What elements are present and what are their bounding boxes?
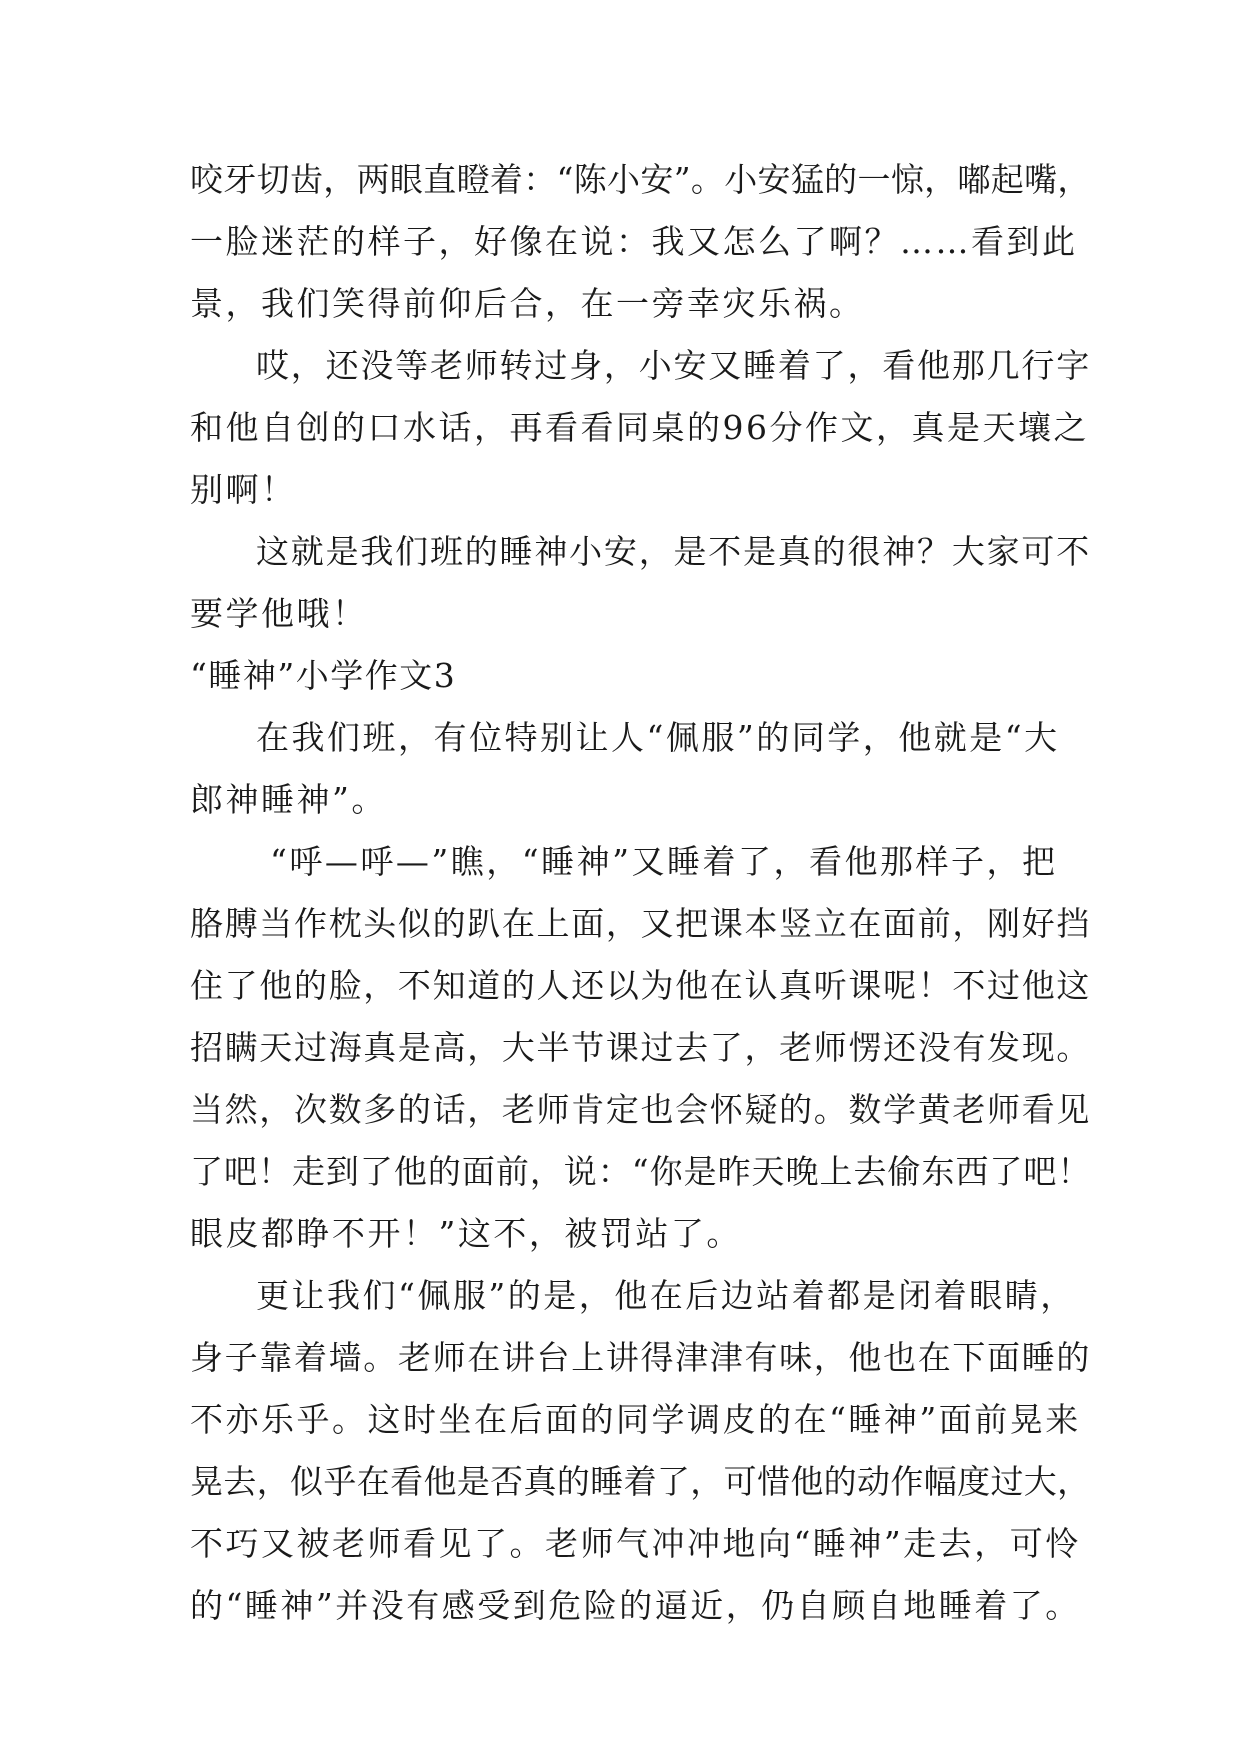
text-line: 这就是我们班的睡神小安，是不是真的很神？大家可不	[256, 532, 1091, 571]
text-line: 一脸迷茫的样子，好像在说：我又怎么了啊？……看到此	[190, 222, 1078, 261]
text-line: 招瞒天过海真是高，大半节课过去了，老师愣还没有发现。	[190, 1028, 1091, 1067]
text-line: 的“睡神”并没有感受到危险的逼近，仍自顾自地睡着了。	[190, 1586, 1081, 1625]
text-line: 哎，还没等老师转过身，小安又睡着了，看他那几行字	[256, 346, 1091, 385]
text-line: 了吧！走到了他的面前，说：“你是昨天晚上去偷东西了吧！	[190, 1152, 1092, 1191]
text-line: 胳膊当作枕头似的趴在上面，又把课本竖立在面前，刚好挡	[190, 904, 1091, 943]
text-line: 要学他哦！	[190, 594, 368, 633]
text-line: 咬牙切齿，两眼直瞪着：“陈小安”。小安猛的一惊，嘟起嘴，	[190, 160, 1091, 199]
text-line: 身子靠着墙。老师在讲台上讲得津津有味，他也在下面睡的	[190, 1338, 1091, 1377]
text-line: 眼皮都睁不开！”这不，被罚站了。	[190, 1214, 742, 1253]
text-line: 郎神睡神”。	[190, 780, 387, 819]
text-line: 当然，次数多的话，老师肯定也会怀疑的。数学黄老师看见	[190, 1090, 1091, 1129]
text-line: 别啊！	[190, 470, 297, 509]
text-line: 更让我们“佩服”的是，他在后边站着都是闭着眼睛，	[256, 1276, 1076, 1315]
text-line: 和他自创的口水话，再看看同桌的96分作文，真是天壤之	[190, 408, 1089, 447]
text-line: 不亦乐乎。这时坐在后面的同学调皮的在“睡神”面前晃来	[190, 1400, 1081, 1439]
text-line: “呼—呼—”瞧，“睡神”又睡着了，看他那样子，把	[270, 842, 1058, 881]
text-line: 景，我们笑得前仰后合，在一旁幸灾乐祸。	[190, 284, 865, 323]
text-line: 在我们班，有位特别让人“佩服”的同学，他就是“大	[256, 718, 1060, 757]
text-line: 住了他的脸，不知道的人还以为他在认真听课呢！不过他这	[190, 966, 1091, 1005]
text-line: 不巧又被老师看见了。老师气冲冲地向“睡神”走去，可怜	[190, 1524, 1081, 1563]
section-heading: “睡神”小学作文3	[190, 656, 457, 695]
text-line: 晃去，似乎在看他是否真的睡着了，可惜他的动作幅度过大，	[190, 1462, 1091, 1501]
